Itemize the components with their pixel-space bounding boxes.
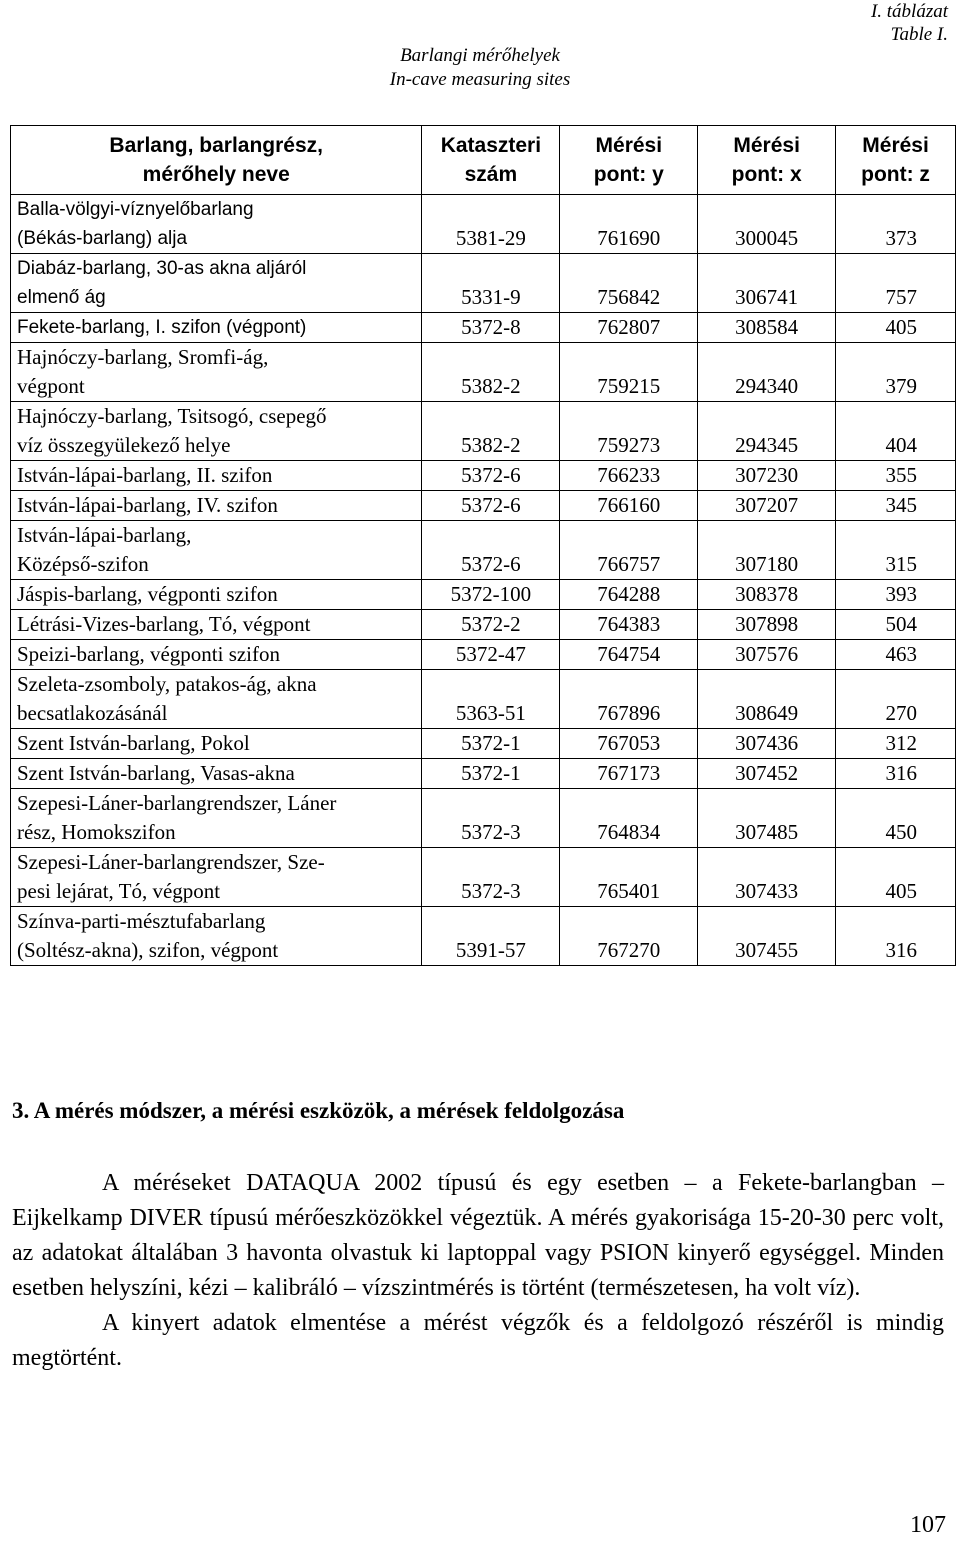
point-x-cell: 308378 — [698, 580, 836, 610]
cadastral-number-cell: 5372-1 — [422, 729, 560, 759]
site-name-line: Színva-parti-mésztufabarlang — [17, 909, 266, 933]
point-z-cell: 312 — [836, 729, 956, 759]
table-label-en: Table I. — [890, 24, 948, 45]
point-z-cell: 315 — [836, 521, 956, 580]
point-y-cell: 767270 — [560, 907, 698, 966]
point-x-cell: 307433 — [698, 848, 836, 907]
site-name-line: Létrási-Vizes-barlang, Tó, végpont — [17, 612, 311, 636]
site-name-line: víz összegyülekező helye — [17, 433, 231, 457]
table-label — [748, 0, 948, 46]
site-name-line: Szent István-barlang, Pokol — [17, 731, 250, 755]
point-x-cell: 307485 — [698, 789, 836, 848]
site-name-cell — [11, 491, 422, 521]
site-name-line: Hajnóczy-barlang, Sromfi-ág, — [17, 345, 269, 369]
point-y-cell: 764834 — [560, 789, 698, 848]
point-y-cell: 759273 — [560, 402, 698, 461]
point-y-cell: 766160 — [560, 491, 698, 521]
point-y-cell: 764383 — [560, 610, 698, 640]
cadastral-number-cell: 5372-6 — [422, 461, 560, 491]
point-z-cell: 270 — [836, 670, 956, 729]
cadastral-number-cell: 5381-29 — [422, 195, 560, 254]
cadastral-number-cell: 5372-100 — [422, 580, 560, 610]
site-name-line: rész, Homokszifon — [17, 820, 176, 844]
point-y-cell: 764754 — [560, 640, 698, 670]
site-name-line: Szent István-barlang, Vasas-akna — [17, 761, 295, 785]
point-x-cell: 307230 — [698, 461, 836, 491]
point-z-cell: 345 — [836, 491, 956, 521]
column-header — [11, 126, 422, 195]
table-header-row — [11, 126, 956, 195]
cadastral-number-cell: 5372-8 — [422, 313, 560, 343]
table-body — [11, 195, 956, 966]
site-name-cell — [11, 254, 422, 313]
cadastral-number-cell: 5372-6 — [422, 521, 560, 580]
point-x-cell: 308584 — [698, 313, 836, 343]
cadastral-number-cell: 5382-2 — [422, 402, 560, 461]
site-name-line: István-lápai-barlang, II. szifon — [17, 463, 273, 487]
table-row — [11, 521, 956, 580]
point-y-cell: 767896 — [560, 670, 698, 729]
point-x-cell: 294340 — [698, 343, 836, 402]
table-row — [11, 610, 956, 640]
point-x-cell: 307180 — [698, 521, 836, 580]
point-y-cell: 762807 — [560, 313, 698, 343]
point-z-cell: 404 — [836, 402, 956, 461]
table-row — [11, 461, 956, 491]
table-row — [11, 670, 956, 729]
point-y-cell: 767173 — [560, 759, 698, 789]
site-name-line: Diabáz-barlang, 30-as akna aljáról — [17, 258, 307, 279]
site-name-line: Jáspis-barlang, végponti szifon — [17, 582, 278, 606]
site-name-cell — [11, 670, 422, 729]
point-z-cell: 355 — [836, 461, 956, 491]
point-y-cell: 767053 — [560, 729, 698, 759]
cadastral-number-cell: 5372-3 — [422, 789, 560, 848]
site-name-cell — [11, 610, 422, 640]
site-name-cell — [11, 521, 422, 580]
column-header-line: Kataszteri — [440, 134, 542, 157]
site-name-cell — [11, 580, 422, 610]
point-y-cell: 766233 — [560, 461, 698, 491]
point-z-cell: 405 — [836, 848, 956, 907]
point-y-cell: 766757 — [560, 521, 698, 580]
site-name-line: Balla-völgyi-víznyelőbarlang — [17, 199, 254, 220]
site-name-cell — [11, 343, 422, 402]
table-caption — [300, 44, 660, 92]
table-row — [11, 580, 956, 610]
column-header-line: Mérési — [595, 134, 663, 157]
column-header-line: Mérési — [733, 134, 800, 157]
cadastral-number-cell: 5372-6 — [422, 491, 560, 521]
column-header-line: Barlang, barlangrész, — [109, 134, 323, 157]
point-z-cell: 316 — [836, 907, 956, 966]
table-row — [11, 491, 956, 521]
site-name-cell — [11, 729, 422, 759]
site-name-line: végpont — [17, 374, 85, 398]
table-row — [11, 907, 956, 966]
site-name-line: Speizi-barlang, végponti szifon — [17, 642, 281, 666]
site-name-line: Szeleta-zsomboly, patakos-ág, akna — [17, 672, 317, 696]
point-y-cell: 759215 — [560, 343, 698, 402]
cadastral-number-cell: 5382-2 — [422, 343, 560, 402]
site-name-line: Fekete-barlang, I. szifon (végpont) — [17, 317, 307, 338]
cadastral-number-cell: 5372-3 — [422, 848, 560, 907]
table-row — [11, 195, 956, 254]
measuring-sites-table — [10, 125, 956, 966]
site-name-cell — [11, 461, 422, 491]
table-caption-en: In-cave measuring sites — [389, 69, 571, 90]
column-header-line: pont: y — [593, 163, 664, 186]
column-header-line: pont: z — [861, 163, 930, 186]
site-name-cell — [11, 759, 422, 789]
point-y-cell: 761690 — [560, 195, 698, 254]
site-name-line: Középső-szifon — [17, 552, 149, 576]
point-x-cell: 307576 — [698, 640, 836, 670]
cadastral-number-cell: 5372-1 — [422, 759, 560, 789]
point-z-cell: 316 — [836, 759, 956, 789]
page-number: 107 — [910, 1512, 946, 1538]
body-text — [12, 1166, 944, 1376]
column-header — [560, 126, 698, 195]
site-name-line: István-lápai-barlang, IV. szifon — [17, 493, 278, 517]
column-header — [836, 126, 956, 195]
point-x-cell: 307207 — [698, 491, 836, 521]
point-x-cell: 307898 — [698, 610, 836, 640]
site-name-line: Szepesi-Láner-barlangrendszer, Sze- — [17, 850, 325, 874]
paragraph: A kinyert adatok elmentése a mérést végzők és a feldolgozó részéről is mindig megtörtént. — [12, 1310, 944, 1371]
point-x-cell: 307455 — [698, 907, 836, 966]
column-header-line: mérőhely neve — [142, 163, 290, 186]
site-name-line: Hajnóczy-barlang, Tsitsogó, csepegő — [17, 404, 327, 428]
point-z-cell: 393 — [836, 580, 956, 610]
column-header-line: pont: x — [731, 163, 802, 186]
cadastral-number-cell: 5391-57 — [422, 907, 560, 966]
table-row — [11, 254, 956, 313]
table-row — [11, 789, 956, 848]
point-x-cell: 307452 — [698, 759, 836, 789]
table-row — [11, 343, 956, 402]
table-caption-hu: Barlangi mérőhelyek — [400, 45, 560, 66]
point-x-cell: 300045 — [698, 195, 836, 254]
point-z-cell: 504 — [836, 610, 956, 640]
site-name-cell — [11, 789, 422, 848]
point-z-cell: 450 — [836, 789, 956, 848]
point-z-cell: 757 — [836, 254, 956, 313]
point-x-cell: 308649 — [698, 670, 836, 729]
point-z-cell: 373 — [836, 195, 956, 254]
point-x-cell: 306741 — [698, 254, 836, 313]
site-name-line: (Békás-barlang) alja — [17, 228, 188, 249]
point-z-cell: 405 — [836, 313, 956, 343]
point-x-cell: 307436 — [698, 729, 836, 759]
column-header-line: Mérési — [862, 134, 929, 157]
section-heading: 3. A mérés módszer, a mérési eszközök, a mérések feldolgozása — [12, 1098, 625, 1123]
site-name-cell — [11, 195, 422, 254]
table-label-hu: I. táblázat — [870, 1, 948, 22]
site-name-line: becsatlakozásánál — [17, 701, 168, 725]
point-x-cell: 294345 — [698, 402, 836, 461]
site-name-cell — [11, 848, 422, 907]
site-name-line: István-lápai-barlang, — [17, 523, 192, 547]
table-row — [11, 848, 956, 907]
point-y-cell: 764288 — [560, 580, 698, 610]
column-header — [698, 126, 836, 195]
column-header-line: szám — [464, 163, 518, 186]
paragraph: A méréseket DATAQUA 2002 típusú és egy esetben – a Fekete-barlangban – Eijkelkamp DIVER típusú mérőeszközökkel végeztük. A mérés gyakorisága 15-20-30 perc volt, az adatokat általában 3 havonta olvastuk ki laptoppal vagy PSION kinyerő egységgel. Minden esetben helyszíni, kézi – kalibráló – vízszintmérés is történt (természetesen, ha volt víz). — [12, 1170, 944, 1301]
site-name-cell — [11, 907, 422, 966]
point-z-cell: 463 — [836, 640, 956, 670]
table-row — [11, 313, 956, 343]
site-name-cell — [11, 313, 422, 343]
site-name-cell — [11, 640, 422, 670]
table-row — [11, 729, 956, 759]
point-y-cell: 765401 — [560, 848, 698, 907]
point-y-cell: 756842 — [560, 254, 698, 313]
table-row — [11, 640, 956, 670]
site-name-line: pesi lejárat, Tó, végpont — [17, 879, 221, 903]
point-z-cell: 379 — [836, 343, 956, 402]
cadastral-number-cell: 5331-9 — [422, 254, 560, 313]
table-row — [11, 759, 956, 789]
column-header — [422, 126, 560, 195]
cadastral-number-cell: 5372-47 — [422, 640, 560, 670]
site-name-line: (Soltész-akna), szifon, végpont — [17, 938, 279, 962]
site-name-line: elmenő ág — [17, 287, 106, 308]
table-row — [11, 402, 956, 461]
cadastral-number-cell: 5372-2 — [422, 610, 560, 640]
site-name-cell — [11, 402, 422, 461]
site-name-line: Szepesi-Láner-barlangrendszer, Láner — [17, 791, 337, 815]
cadastral-number-cell: 5363-51 — [422, 670, 560, 729]
